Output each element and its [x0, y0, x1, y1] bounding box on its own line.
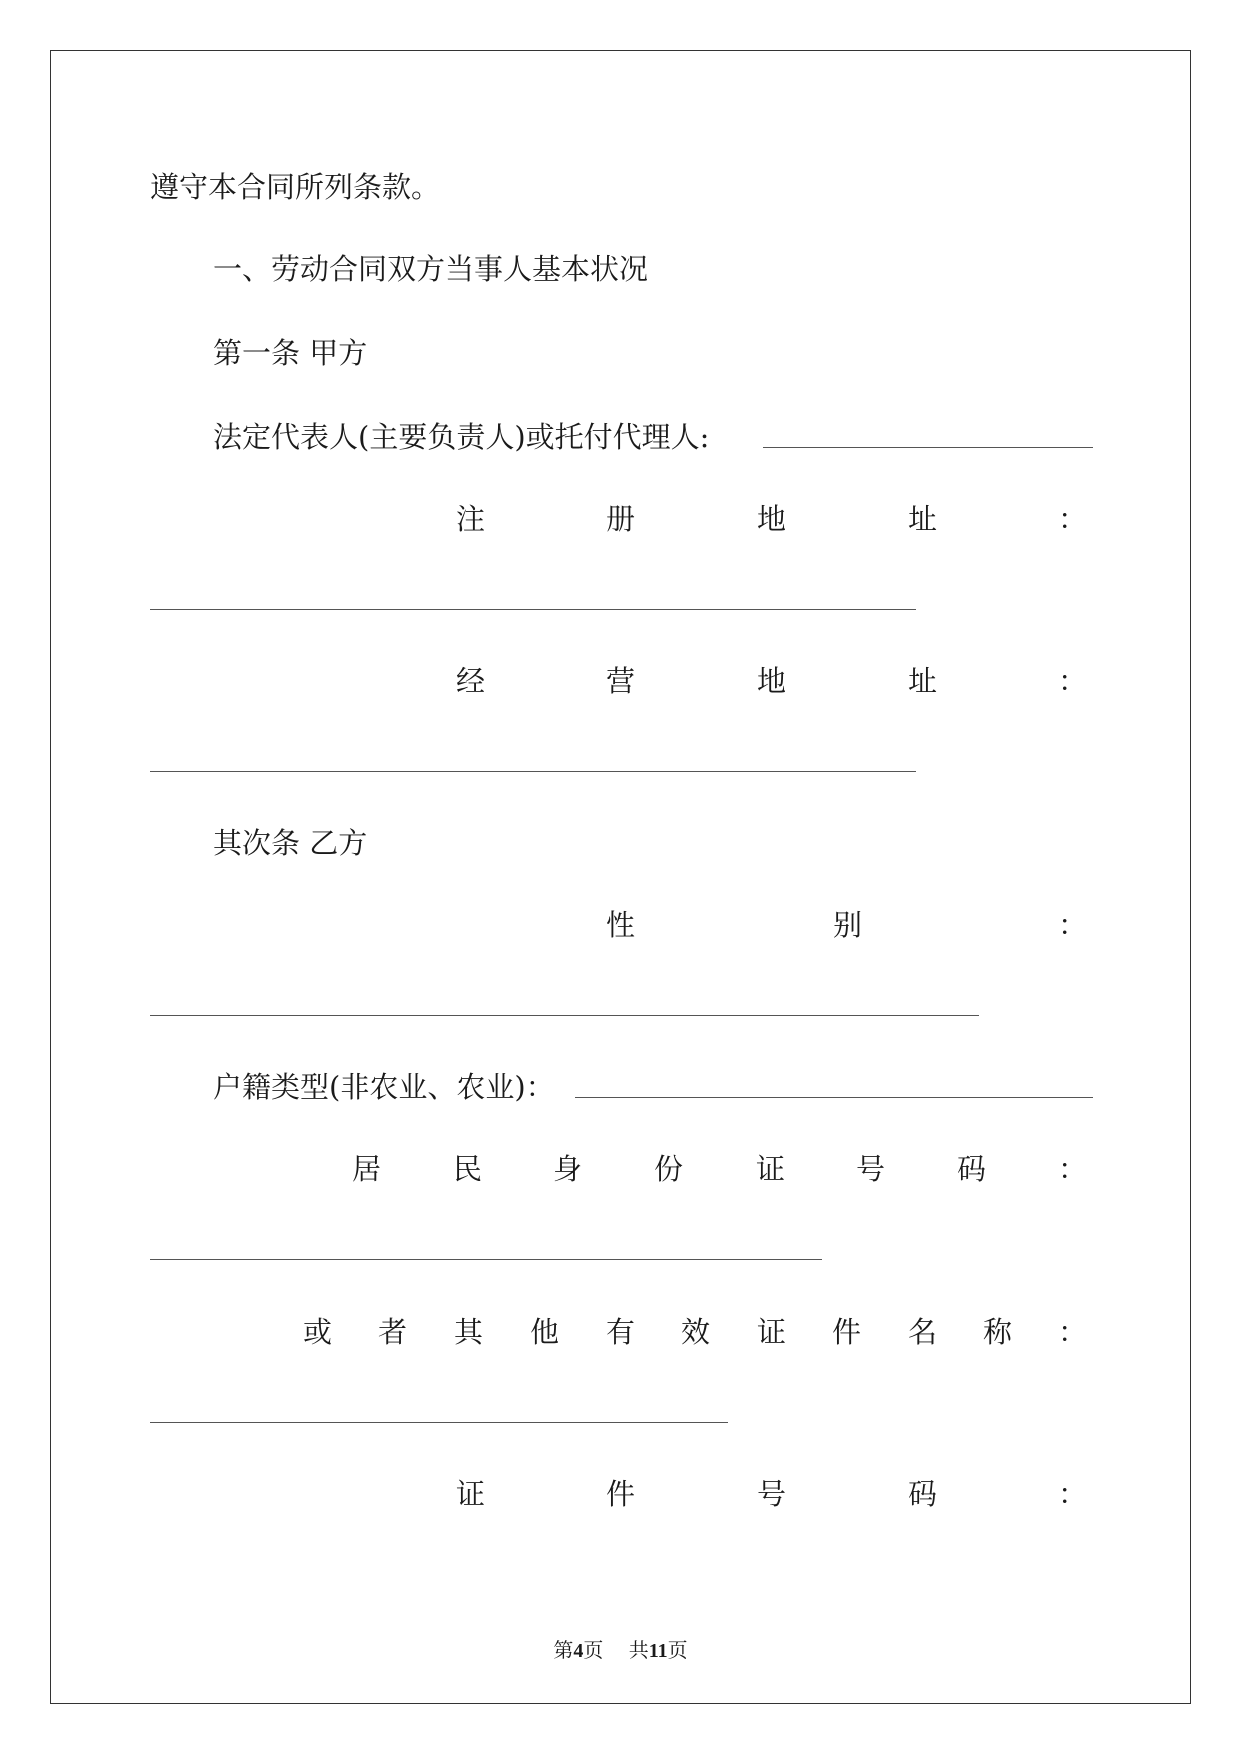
biz-address-blank[interactable] — [150, 771, 916, 772]
cert-number-label: 证 件 号 码 ： — [456, 1477, 1088, 1511]
legal-rep-label: 法定代表人(主要负责人)或托付代理人: — [213, 420, 710, 454]
article-1-heading: 第一条 甲方 — [213, 336, 368, 370]
gender-label: 性 别 ： — [606, 908, 1088, 942]
total-page-count: 11 — [648, 1640, 668, 1662]
gender-blank[interactable] — [150, 1015, 979, 1016]
household-type-label: 户籍类型(非农业、农业)： — [213, 1070, 555, 1104]
reg-address-label: 注 册 地 址 ： — [456, 502, 1088, 536]
intro-line: 遵守本合同所列条款。 — [150, 170, 441, 204]
document-page — [50, 50, 1191, 1704]
current-page-number: 4 — [573, 1640, 584, 1662]
reg-address-blank[interactable] — [150, 609, 916, 610]
id-number-blank[interactable] — [150, 1259, 822, 1260]
id-number-label: 居 民 身 份 证 号 码 ： — [352, 1152, 1088, 1186]
household-type-blank[interactable] — [575, 1097, 1093, 1098]
page-footer: 第4页 共11页 — [553, 1638, 688, 1662]
article-2-heading: 其次条 乙方 — [213, 826, 368, 860]
other-id-name-blank[interactable] — [150, 1422, 728, 1423]
biz-address-label: 经 营 地 址 ： — [456, 664, 1088, 698]
legal-rep-blank[interactable] — [763, 447, 1093, 448]
section-heading: 一、劳动合同双方当事人基本状况 — [213, 252, 649, 286]
other-id-name-label: 或 者 其 他 有 效 证 件 名 称 ： — [303, 1315, 1088, 1349]
